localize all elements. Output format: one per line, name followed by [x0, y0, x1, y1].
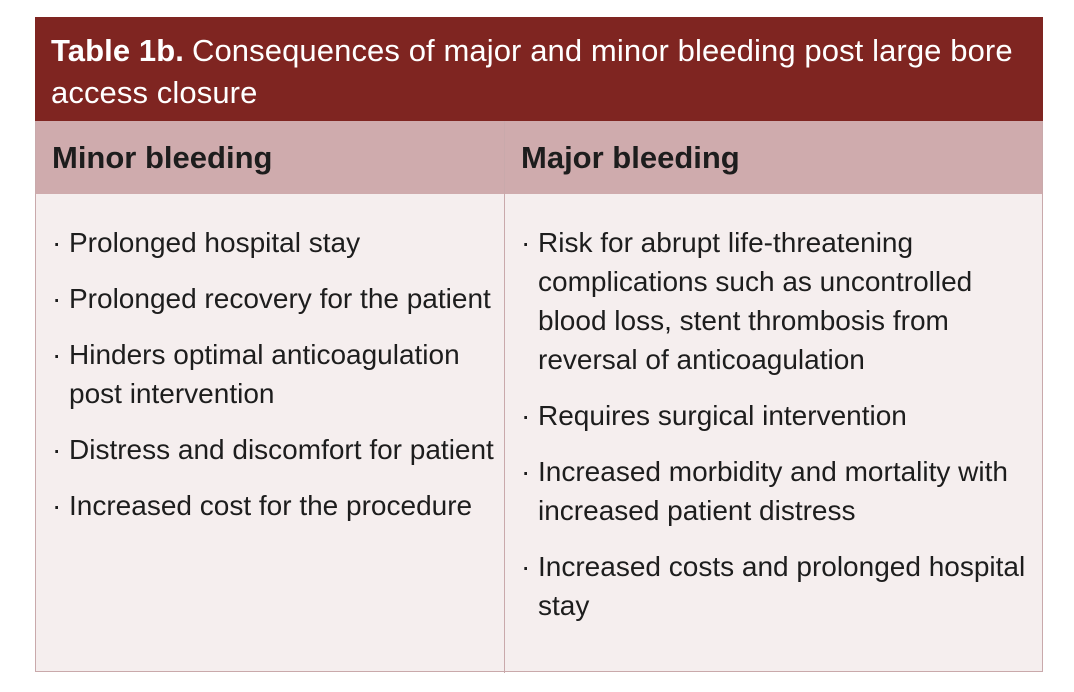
list-item [52, 335, 502, 413]
list-item [52, 486, 502, 525]
bullet-icon: · [521, 551, 531, 582]
bullet-icon: · [52, 339, 62, 370]
list-item-text: Requires surgical intervention [538, 400, 907, 431]
list-item-text: Risk for abrupt life-threatening complications such as uncontrolled blood loss, stent thrombosis from reversal of anticoagulation [538, 227, 973, 375]
list-item-text: Increased costs and prolonged hospital stay [538, 551, 1026, 621]
list-item-text: Increased cost for the procedure [69, 490, 473, 521]
list-item-text: Prolonged hospital stay [69, 227, 361, 258]
column-heading-minor: Minor bleeding [52, 140, 273, 175]
list-item-text: Hinders optimal anticoagulation post intervention [69, 339, 460, 409]
bullet-icon: · [52, 283, 62, 314]
list-item [52, 279, 502, 318]
list-item-text: Distress and discomfort for patient [69, 434, 494, 465]
list-item-text: Increased morbidity and mortality with increased patient distress [538, 456, 1008, 526]
table-title [35, 17, 1043, 121]
list-item [52, 223, 502, 262]
bleeding-consequences-table [35, 17, 1043, 672]
bullet-icon: · [521, 400, 531, 431]
bullet-icon: · [52, 227, 62, 258]
table-header-row [36, 121, 1042, 194]
list-item-text: Prolonged recovery for the patient [69, 283, 491, 314]
list-item [521, 452, 1026, 530]
bullet-icon: · [52, 434, 62, 465]
bullet-icon: · [521, 456, 531, 487]
minor-bleeding-list [52, 223, 502, 542]
column-divider [504, 121, 505, 673]
list-item [52, 430, 502, 469]
list-item [521, 223, 1026, 379]
major-bleeding-list [521, 223, 1026, 642]
list-item [521, 547, 1026, 625]
table-title-text: Consequences of major and minor bleeding post large bore access closure [51, 33, 1013, 110]
column-heading-major: Major bleeding [521, 140, 740, 175]
bullet-icon: · [52, 490, 62, 521]
bullet-icon: · [521, 227, 531, 258]
list-item [521, 396, 1026, 435]
table-title-label: Table 1b. [51, 33, 184, 68]
